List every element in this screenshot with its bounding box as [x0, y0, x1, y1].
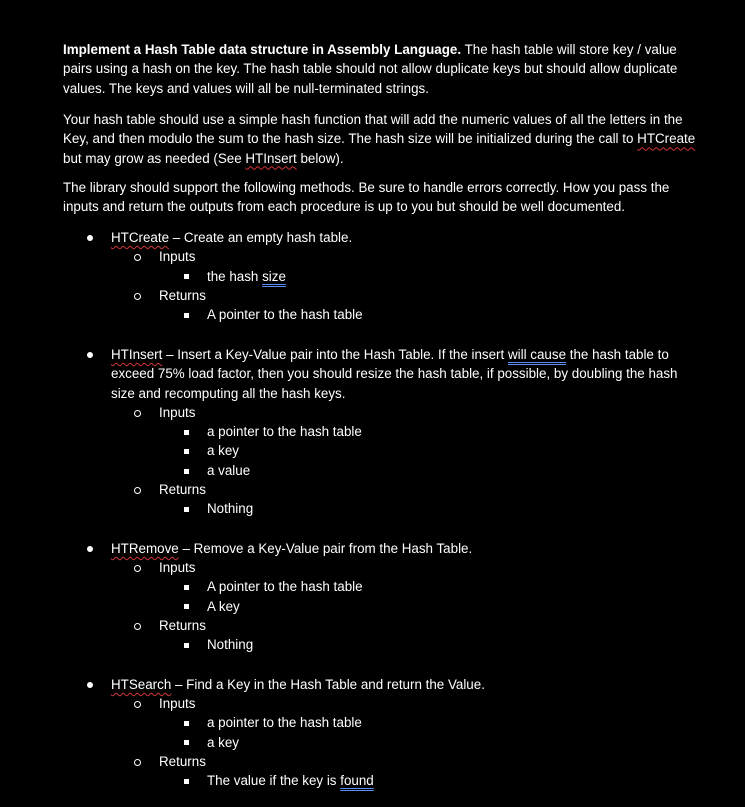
bullet-circle — [134, 254, 141, 261]
intro-bold-lead: Implement a Hash Table data structure in Assembly Language. — [63, 42, 462, 57]
inputs-label: Inputs — [159, 405, 196, 420]
input-item: A key — [207, 599, 240, 614]
input-item: the hash size — [207, 269, 286, 284]
bullet-square — [184, 430, 189, 435]
inputs-label: Inputs — [159, 560, 196, 575]
intro-text: The hash table will store key / value pairs using a hash on the key. The hash table should not allow duplicate keys but should allow duplicate values. The keys and values will all be null-terminated strings. — [63, 42, 678, 96]
returns-label: Returns — [159, 288, 206, 303]
method-htinsert: HTInsert – Insert a Key-Value pair into the Hash Table. If the insert will cause the hash table to exceed 75% load factor, then you should resize the hash table, if possible, by doubling the hash size and recomputing all the hash keys. — [111, 347, 678, 401]
input-item: a value — [207, 463, 251, 478]
method-htremove — [111, 539, 472, 558]
method-name: HTCreate — [111, 230, 170, 245]
method-name: HTInsert — [111, 347, 163, 362]
return-item: The value if the key is found — [207, 773, 374, 788]
bullet-square — [184, 779, 189, 784]
method-name: HTSearch — [111, 677, 172, 692]
hash-text-3: below). — [296, 150, 344, 166]
bullet-circle — [134, 565, 141, 572]
inputs-label: Inputs — [159, 249, 196, 264]
bullet-circle — [134, 487, 141, 494]
return-item: Nothing — [207, 637, 254, 652]
bullet-square — [184, 604, 189, 609]
inputs-label: Inputs — [159, 696, 196, 711]
bullet-disc — [87, 352, 93, 358]
bullet-square — [184, 585, 189, 590]
bullet-square — [184, 643, 189, 648]
method-name: HTRemove — [111, 541, 179, 556]
method-desc: – Create an empty hash table. — [169, 230, 353, 245]
return-item: A pointer to the hash table — [207, 307, 363, 322]
hash-text-2: but may grow as needed (See — [63, 150, 246, 166]
bullet-disc — [87, 235, 93, 241]
bullet-circle — [134, 701, 141, 708]
bullet-square — [184, 274, 189, 279]
hash-function-paragraph — [63, 110, 703, 168]
input-item: a pointer to the hash table — [207, 715, 362, 730]
input-item: a pointer to the hash table — [207, 424, 362, 439]
library-paragraph: The library should support the following methods. Be sure to handle errors correctly. How you pass the inputs and return the outputs from each procedure is up to you but should be well documented. — [63, 180, 670, 215]
bullet-circle — [134, 410, 141, 417]
bullet-circle — [134, 759, 141, 766]
returns-label: Returns — [159, 754, 206, 769]
input-item: A pointer to the hash table — [207, 579, 363, 594]
returns-label: Returns — [159, 618, 206, 633]
bullet-circle — [134, 293, 141, 300]
method-desc: – Remove a Key-Value pair from the Hash Table. — [178, 541, 473, 556]
bullet-square — [184, 449, 189, 454]
method-htcreate — [111, 228, 352, 247]
bullet-square — [184, 507, 189, 512]
returns-label: Returns — [159, 482, 206, 497]
input-item: a key — [207, 443, 240, 458]
htcreate-ref: HTCreate — [637, 131, 696, 147]
bullet-circle — [134, 623, 141, 630]
bullet-square — [184, 721, 189, 726]
bullet-square — [184, 469, 189, 474]
input-item: a key — [207, 735, 240, 750]
method-htsearch — [111, 675, 485, 694]
bullet-square — [184, 313, 189, 318]
return-item: Nothing — [207, 501, 254, 516]
htinsert-ref: HTInsert — [245, 150, 297, 166]
hash-text-1: Your hash table should use a simple hash function that will add the numeric values of all the letters in the Key, and then modulo the sum to the hash size. The hash size will be initialized during the call to — [63, 112, 683, 147]
bullet-disc — [87, 546, 93, 552]
bullet-disc — [87, 682, 93, 688]
intro-paragraph — [63, 40, 703, 98]
method-desc: – Find a Key in the Hash Table and return the Value. — [171, 677, 485, 692]
bullet-square — [184, 740, 189, 745]
